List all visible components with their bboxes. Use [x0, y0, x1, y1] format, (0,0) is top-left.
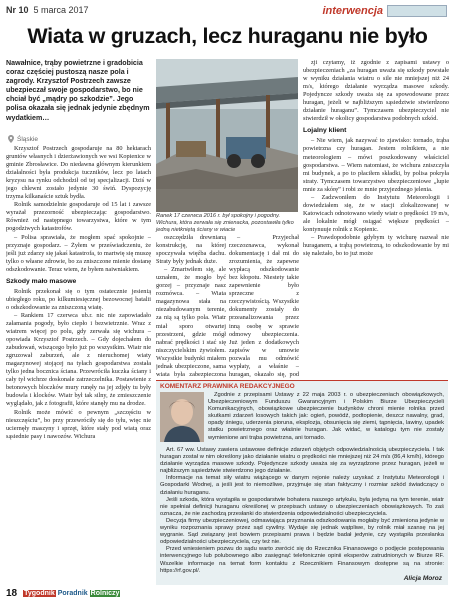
paragraph: Krzysztof Postrzech gospodaruje na 80 hektarach gruntów własnych i dzierżawionych we wsi Kopienice w gminie Zbrosławice. Do niedawna głównym kierunkiem działalności była produkcja tuczników, lecz po latach kryzysu na rynku odchodził od tej specjalizacji. Dziś w jego chlewni zostało jedynie 30 świń. Dyspozycję trzyma kilkanaście sztuk bydła. [6, 145, 151, 201]
paragraph: Rolnik samodzielnie gospodaruje od 15 lat i zawsze wyrażał przezorność ubezpieczając gospodarstwo. Również od następnego towarzystwa, które w tym pogodziwych katastrofów. [6, 201, 151, 233]
location-pin-icon [8, 135, 14, 143]
paragraph: – Zadzwoniłem do Instytutu Meteorologii i dowiedziałem się, że w stacji zlokalizowanej w Katowicach odnotowano wiedy wiatr o prędkości 19 m/s, ale lokalnie mógł osiągać większe prędkości – kontynuuje rolnik z Kopienic. [303, 193, 449, 233]
paragraph: Art. 67 ww. Ustawy zawiera ustawowe definicje zdarzeń objętych odpowiedzialnością ubezpieczyciela. I tak huragan został w nim określony jako działanie wiatru o prędkości nie mniejszej niż 24 m/s (86,4 km/h), którego działanie wyrządza masowe szkody. Pojedyncze szkody uważa się za wyrządzone przez huragan, jeżeli w najbliższym sąsiedztwie stwierdzono jego działanie. [160, 447, 444, 475]
page-header [0, 0, 455, 24]
article-headline: Wiata w gruzach, lecz huraganu nie było [27, 24, 428, 48]
lawyer-comment-box [156, 380, 448, 585]
paragraph: – Rankiem 17 czerwca ub.r. nic nie zapowiadało załamania pogody, było ciepło i bezwietrznie. Wraz z wiatrem więcej po polu, gdy zerwała się wichura – opowiada Krzysztof Postrzech. – Gdy dojechałem do zabudowań, wiszącego było już po wszystkim. Wiatr nie zgruzował zaburzeń, ale z nieruchomej wiaty magazynowej stojącej na tyłach gospodarstwa została tylko jedna bocznica ściana. Przewróciła kuczka ściany i cały tył wichrze doskonale zatrzeczelnika. Postawienie z betonowych bloczków mury runęły na jej zdjęły tu były budowla i klocków. Wiatr był tak silny, że zmieszczenie wyglądało, jak z fotografii, które stanęły mu na drodze. [6, 311, 151, 408]
paragraph: Jeśli szkoda, która wystąpiła w gospodarstwie bohatera naszego artykułu, była jedyną na tym terenie, wiatr nie spełniał definicji huraganu określonej w przepisach ustawy o ubezpieczeniach obowiązkowych. To zaś oznacza, że nie zachodzą przesłanki do stwierdzenia odpowiedzialności ubezpieczyciela. [160, 496, 444, 517]
subheading: Lojalny klient [303, 127, 347, 135]
issue-number: Nr 10 [6, 5, 29, 15]
article-column-1 [6, 145, 151, 585]
paragraph: Decyzja firmy ubezpieczeniowej, odmawiająca przyznania odszkodowania mogłaby być zmieniona jedynie w wyniku rozpoznania sprawy przez sąd cywilny. Wydaje się jednak wątpliwe, by rolnik miał szansę na jej wygranie. Sąd związany jest bowiem przepisami prawa i będzie badał jedynie, czy wystąpiła przesłanka odpowiedzialności ubezpieczyciela, czy też nie. [160, 517, 444, 546]
box-signature: Alicja Moroz [403, 575, 442, 582]
issue-info [6, 5, 89, 15]
article-lead: Nawałnice, trąby powietrzne i gradobicia coraz częściej pustoszą nasze pola i zagrody. Krzysztof Postrzech zawsze ubezpieczał swoje gospodarstwo, bo nie chciał być „mądry po szkodzie”. Jego polisa okazała się jednak jedynie zbędnym wydatkiem… [6, 59, 150, 122]
box-title: KOMENTARZ PRAWNIKA REDAKCYJNEGO [160, 383, 295, 390]
article-photo [156, 59, 298, 212]
brand-part-1: Tygodnik [24, 589, 55, 597]
paragraph: Przed wniesieniem pozwu do sądu warto zwrócić się do Rzecznika Finansowego o podjęcie postępowania interwencyjnego lub polubownego albo zasięgnąć telefonicznie opinii eksperów zatrudnionych w Biurze RF. Wszelkie informacje na temat form kontaktu z Rzecznikiem Finansowym dostępne są na stronie: https://rf.gov.pl/. [160, 546, 444, 574]
paragraph: Rolnik może mówić o pewnym „szczęściu w nieszczęściu”, bo przy przewróciły się do tyłu, więc nie uciernęły maszyny i sprzęt, które stały pod wiatą oraz sąsiednie pasy i nawozów. Wichura [6, 408, 151, 440]
paragraph: – Zmartwiłem się, ale uznałem, że mogło być gorzej – przyznaje nasz rozmówca. – Wiata magazynowa stała na niezabudowanym terenie, za nią są tylko pola. Wiatr miał sporo otwartej przestrzeni, gdzie mógł nabrać prędkości i stać się niszczycielskim żywiołem. Wszystkie budynki miałem jednak ubezpieczone, sama wiata była zabezpieczona [156, 266, 226, 378]
location-tag [8, 135, 38, 143]
paragraph: Zgodnie z przepisami Ustawy z 22 maja 2003 r. o ubezpieczeniach obowiązkowych, Ubezpieczeniowym Funduszu Gwarancyjnym i Polskim Biurze Ubezpieczycieli Komunikacyjnych, obowiązkowe ubezpieczenie budynków chroni mienie rolnika przed skutkami zdarzeń losowych takich jak: ogień, powódź, podtopienie, deszcz nawalny, grad, opady śniegu, uderzenia pioruna, eksplozja, obsunięcia się ziemi, tąpnięcia, lawiny, upadek statku powietrznego oraz właśnie huragan. Jak widać, w katalogu tym nie zostały wymienione ani trąba powietrzna, ani tornado. [208, 392, 444, 441]
brand-part-3: Rolniczy [90, 589, 120, 597]
section-rubric [322, 2, 447, 19]
page-footer [6, 586, 449, 600]
paragraph: – Nie wiem, jak nazywać to zjawisko: tornado, trąba powietrzna czy huragan. Jestem rolnikiem, a nie meteorologiem – mówi poszkodowany właściciel gospodarstwa. – Wiem natomiast, że wichura zniszczyła mi budynek, a po to płaciłem składki, by polisa pokryła straty. Tymczasem towarzystwo ubezpieczeniowe „lupie mnie za skórę” i robi ze mnie przyjezdnego jelenia. [303, 137, 449, 193]
section-label: interwencja [322, 4, 383, 17]
paragraph: – Polisa sprawiała, że mogłem spać spokojnie – przyznaje gospodarz. – Żyłem w przeświadczeniu, że jeśli już zdarzy się jakaś katastrofa, to martwię się muszę tylko o własne zdrowie, bo za zniszczone mienie dostanę odszkodowanie. Teraz wiem, że byłem naiwniakiem. [6, 233, 151, 273]
subheading: Szkody mało masowe [6, 277, 77, 285]
box-text-top [208, 392, 444, 442]
paragraph: Rolnik przekonał się o tym ostatecznie jesienią ubiegłego roku, po kilkumiesięcznej bezowocnej batalii o odszkodowanie za zniszczoną wiatę. [6, 287, 151, 311]
brand-part-2: Poradnik [57, 589, 88, 597]
paragraph: – Przyjechał rzeczoznawca, wykonał dokumentację i dał mi do zrozumienia, że zapewne wypłacą odszkodowanie bez kłopotu. Niestety takie zapewnienie było sprzeczne z rzeczywistością. Wszystkie dokumenty zostały do przeanalizowania przez inną osobę w sprawie odmowy ubezpieczenia. Już jeden z dodatkowych zapisów w umowie pozwala mu odmówić wypłaty, a właśnie – huragan, okazało się, pod [229, 234, 299, 378]
article-column-4 [303, 59, 449, 378]
page-number: 18 [6, 587, 18, 599]
paragraph: Informacje na temat siły wiatru wiążącego w danym rejonie należy uzyskać z Instytutu Meteorologii i Gospodarki Wodnej, a jeśli jest to niemożliwe, przyjmuje się stan faktyczny i rozmiar szkód świadczący o działaniu huraganu. [160, 475, 444, 496]
author-photo [160, 392, 204, 442]
paragraph: – Prawdopodobnie gdybym ty wichurę nazwał nie huraganem, a trąbą powietrzną, to odszkodowanie by mi się należało, bo to już może [303, 233, 449, 258]
box-text-body [160, 447, 444, 575]
article-column-3 [229, 234, 299, 378]
paragraph: zji czytamy, iż zgodnie z zapisami ustawy o ubezpieczeniach „za huragan uważa się szkody powstałe w wyniku działania wiatru o sile nie mniejszej niż 24 m/s, którego działanie wyrządza masowe szkody. Pojedyncze szkody uważa się za spowodowane przez huragan, jeżeli w najbliższym sąsiedztwie stwierdzono działanie huraganu”. Tymczasem ubezpieczyciel nie stwierdził w okolicy gospodarstwa podobnych szkód. [303, 59, 449, 123]
section-bar [387, 5, 447, 17]
paragraph: oszczędziła drewnianą konstrukcję, na której spoczywała więźba dachu. Straty były jednak duże. [156, 234, 226, 266]
article-column-2 [156, 234, 226, 378]
publication-logo [23, 590, 120, 597]
photo-caption: Ranek 17 czerwca 2016 r. był spokojny i pogodny. Wichura, która zerwała się znienacka, pozostawiła tylko jedną nietkniętą ściany w wiacie [156, 213, 294, 233]
issue-date: 5 marca 2017 [33, 5, 89, 15]
location-label: Śląskie [17, 135, 38, 143]
